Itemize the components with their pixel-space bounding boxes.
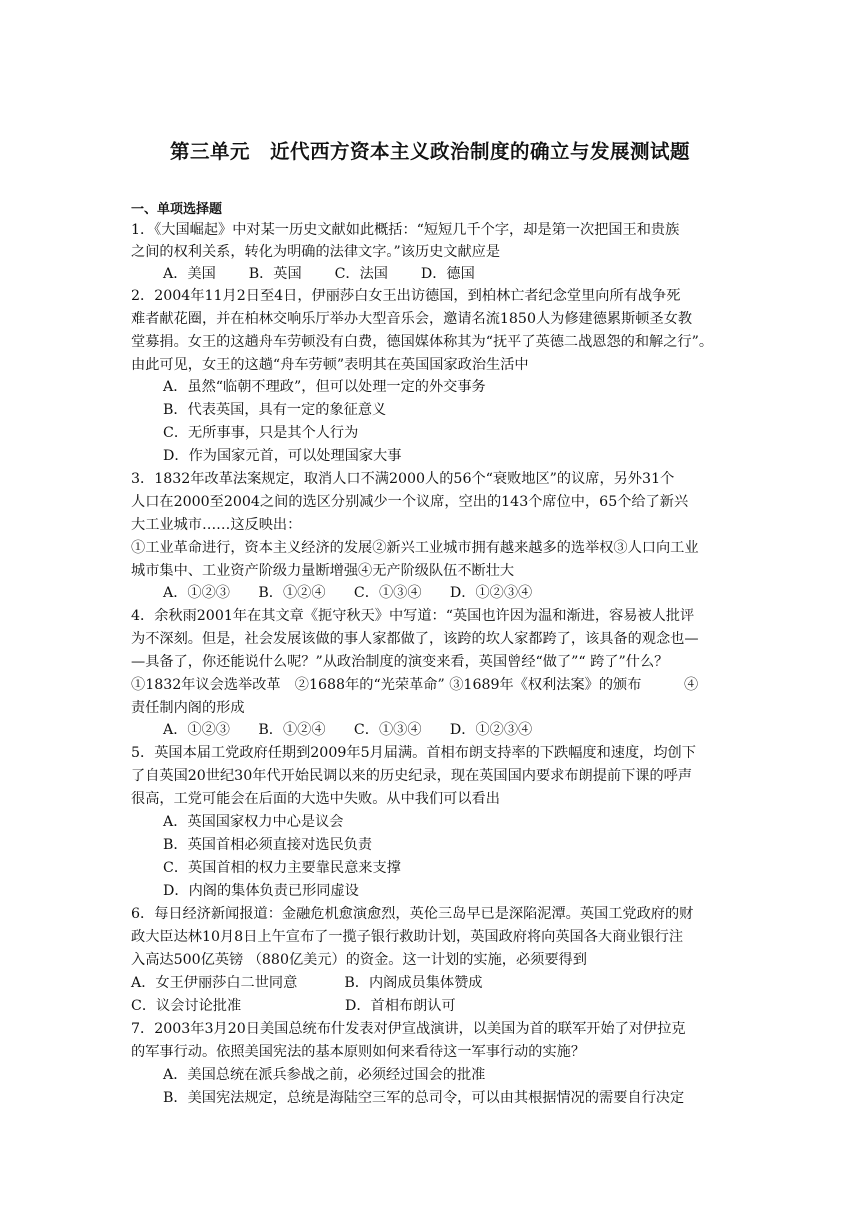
question-5-option-b: B．英国首相必须直接对选民负责 xyxy=(163,837,373,853)
question-6-options-ab: A．女王伊丽莎白二世同意 B．内阁成员集体赞成 xyxy=(131,975,483,991)
question-2-option-c: C．无所事事，只是其个人行为 xyxy=(163,425,359,441)
question-3-line-4: ①工业革命进行，资本主义经济的发展②新兴工业城市拥有越来越多的选举权③人口向工业 xyxy=(131,540,699,556)
question-7-option-a: A．美国总统在派兵参战之前，必须经过国会的批准 xyxy=(163,1067,486,1083)
question-2-line-2: 难者献花圈，并在柏林交响乐厅举办大型音乐会，邀请名流1850人为修建德累斯顿圣女教 xyxy=(131,311,693,327)
question-6-line-2: 政大臣达林10月8日上午宣布了一揽子银行救助计划，英国政府将向英国各大商业银行注 xyxy=(131,929,684,945)
question-4-line-5: 责任制内阁的形成 xyxy=(131,700,245,716)
question-4-line-3: —具备了，你还能说什么呢？”从政治制度的演变来看，英国曾经“做了”“ 跨了”什么？ xyxy=(131,654,669,670)
question-7-line-1: 7．2003年3月20日美国总统布什发表对伊宣战演讲，以美国为首的联军开始了对伊拉克 xyxy=(131,1021,686,1037)
question-3-line-1: 3．1832年改革法案规定，取消人口不满2000人的56个“衰败地区”的议席，另外31个 xyxy=(131,471,675,487)
question-3-line-5: 城市集中、工业资产阶级力量断增强④无产阶级队伍不断壮大 xyxy=(131,563,515,579)
page-title: 第三单元 近代西方资本主义政治制度的确立与发展测试题 xyxy=(169,140,690,163)
question-6-options-cd: C．议会讨论批准 D．首相布朗认可 xyxy=(131,998,456,1014)
question-4-options: A．①②③ B．①②④ C．①③④ D．①②③④ xyxy=(163,722,533,738)
question-2-line-4: 由此可见，女王的这趟“舟车劳顿”表明其在英国国家政治生活中 xyxy=(131,357,529,373)
question-5-option-a: A．英国国家权力中心是议会 xyxy=(163,814,344,830)
question-5-option-c: C．英国首相的权力主要靠民意来支撑 xyxy=(163,860,401,876)
question-3-line-3: 大工业城市……这反映出： xyxy=(131,517,302,533)
question-5-option-d: D．内阁的集体负责已形同虚设 xyxy=(163,883,359,899)
question-4-line-4: ①1832年议会选举改革 ②1688年的“光荣革命” ③1689年《权利法案》的颁布 ④ xyxy=(131,677,699,693)
question-7-line-2: 的军事行动。依照美国宪法的基本原则如何来看待这一军事行动的实施？ xyxy=(131,1044,586,1060)
question-5-line-3: 很高，工党可能会在后面的大选中失败。从中我们可以看出 xyxy=(131,791,500,807)
question-2-line-1: 2．2004年11月2日至4日，伊丽莎白女王出访德国，到柏林亡者纪念堂里向所有战争死 xyxy=(131,288,681,304)
question-1-options: A．美国 B．英国 C．法国 D．德国 xyxy=(163,266,475,282)
question-3-line-2: 人口在2000至2004之间的选区分别减少一个议席，空出的143个席位中，65个给了新兴 xyxy=(131,494,689,510)
question-2-line-3: 堂募捐。女王的这趟舟车劳顿没有白费，德国媒体称其为“抚平了英德二战恩怨的和解之行”。 xyxy=(131,334,714,350)
question-2-option-a: A．虽然“临朝不理政”，但可以处理一定的外交事务 xyxy=(163,379,486,395)
question-2-option-d: D．作为国家元首，可以处理国家大事 xyxy=(163,448,402,464)
question-4-line-2: 为不深刻。但是，社会发展该做的事人家都做了，该跨的坎人家都跨了，该具备的观念也— xyxy=(131,631,699,647)
question-1-line-1: 1．《大国崛起》中对某一历史文献如此概括：“短短几千个字，却是第一次把国王和贵族 xyxy=(131,222,680,238)
question-3-options: A．①②③ B．①②④ C．①③④ D．①②③④ xyxy=(163,585,533,601)
question-7-option-b: B．美国宪法规定，总统是海陆空三军的总司令，可以由其根据情况的需要自行决定 xyxy=(163,1090,685,1106)
question-2-option-b: B．代表英国，具有一定的象征意义 xyxy=(163,402,387,418)
question-4-line-1: 4．余秋雨2001年在其文章《扼守秋天》中写道：“英国也许因为温和渐进，容易被人批评 xyxy=(131,608,695,624)
question-5-line-2: 了自英国20世纪30年代开始民调以来的历史纪录，现在英国国内要求布朗提前下课的呼声 xyxy=(131,768,693,784)
section-heading: 一、单项选择题 xyxy=(131,202,223,217)
question-1-line-2: 之间的权利关系，转化为明确的法律文字。”该历史文献应是 xyxy=(131,244,501,260)
question-6-line-3: 入高达500亿英镑 （880亿美元）的资金。这一计划的实施，必须要得到 xyxy=(131,952,587,968)
question-6-line-1: 6．每日经济新闻报道：金融危机愈演愈烈，英伦三岛早已是深陷泥潭。英国工党政府的财 xyxy=(131,906,694,922)
question-5-line-1: 5．英国本届工党政府任期到2009年5月届满。首相布朗支持率的下跌幅度和速度，均创下 xyxy=(131,745,696,761)
